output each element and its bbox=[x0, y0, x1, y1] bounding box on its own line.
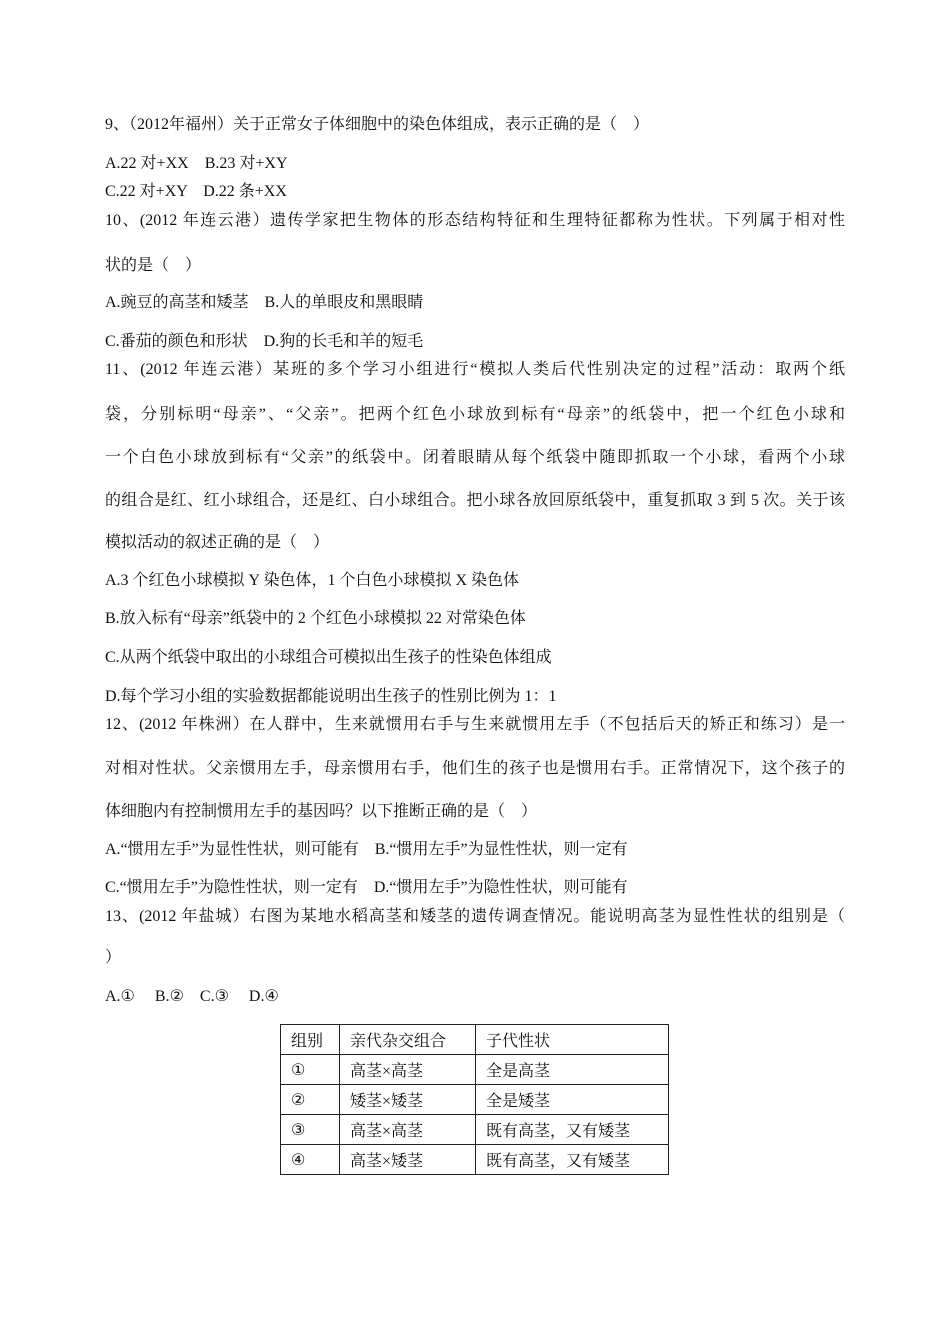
table-row bbox=[281, 1085, 669, 1115]
question-11-option-d: D.每个学习小组的实验数据都能说明出生孩子的性别比例为 1：1 bbox=[105, 688, 557, 705]
table-cell: 高茎×高茎 bbox=[340, 1055, 476, 1085]
rice-genetics-table bbox=[280, 1024, 669, 1175]
question-9-options-cd: C.22 对+XY D.22 条+XX bbox=[105, 183, 287, 200]
table-cell: ④ bbox=[281, 1145, 340, 1175]
question-10-stem-line2: 状的是（ ） bbox=[105, 257, 202, 274]
table-header-row bbox=[281, 1025, 669, 1055]
question-12-options-ab: A.“惯用左手”为显性性状，则可能有 B.“惯用左手”为显性性状，则一定有 bbox=[105, 841, 628, 858]
table-cell: 矮茎×矮茎 bbox=[340, 1085, 476, 1115]
table-cell: 高茎×高茎 bbox=[340, 1115, 476, 1145]
table-cell: 全是矮茎 bbox=[476, 1085, 669, 1115]
question-12-stem-line2: 对相对性状。父亲惯用左手，母亲惯用右手，他们生的孩子也是惯用右手。正常情况下，这个孩子的 bbox=[105, 760, 845, 777]
table-cell: ③ bbox=[281, 1115, 340, 1145]
question-13-stem-line2: ） bbox=[105, 949, 122, 966]
question-9-stem: 9、（2012年福州）关于正常女子体细胞中的染色体组成，表示正确的是（ ） bbox=[105, 116, 650, 133]
question-10-stem-line1: 10、(2012 年连云港）遗传学家把生物体的形态结构特征和生理特征都称为性状。下列属于相对性 bbox=[105, 212, 845, 229]
table-header-cell: 组别 bbox=[281, 1025, 340, 1055]
table-header-cell: 子代性状 bbox=[476, 1025, 669, 1055]
question-12-stem-line3: 体细胞内有控制惯用左手的基因吗？以下推断正确的是（ ） bbox=[105, 803, 538, 820]
question-11-stem-line1: 11、(2012 年连云港）某班的多个学习小组进行“模拟人类后代性别决定的过程”活动：取两个纸 bbox=[105, 361, 845, 378]
table-row bbox=[281, 1055, 669, 1085]
question-10-options-ab: A.豌豆的高茎和矮茎 B.人的单眼皮和黑眼睛 bbox=[105, 294, 424, 311]
question-11-stem-line2: 袋，分别标明“母亲”、“父亲”。把两个红色小球放到标有“母亲”的纸袋中，把一个红色小球和 bbox=[105, 406, 845, 423]
question-11-stem-line3: 一个白色小球放到标有“父亲”的纸袋中。闭着眼睛从每个纸袋中随即抓取一个小球，看两个小球 bbox=[105, 449, 845, 466]
question-11-stem-line5: 模拟活动的叙述正确的是（ ） bbox=[105, 534, 330, 551]
question-11-stem-line4: 的组合是红、红小球组合，还是红、白小球组合。把小球各放回原纸袋中，重复抓取 3 到 5 次。关于该 bbox=[105, 492, 845, 509]
table-cell: 既有高茎，又有矮茎 bbox=[476, 1115, 669, 1145]
table-cell: 高茎×矮茎 bbox=[340, 1145, 476, 1175]
question-11-option-a: A.3 个红色小球模拟 Y 染色体，1 个白色小球模拟 X 染色体 bbox=[105, 572, 520, 589]
question-13-options: A.① B.② C.③ D.④ bbox=[105, 988, 279, 1005]
table-row bbox=[281, 1115, 669, 1145]
table-cell: 全是高茎 bbox=[476, 1055, 669, 1085]
question-11-option-c: C.从两个纸袋中取出的小球组合可模拟出生孩子的性染色体组成 bbox=[105, 649, 552, 666]
question-13-stem-line1: 13、(2012 年盐城）右图为某地水稻高茎和矮茎的遗传调查情况。能说明高茎为显性性状的组别是（ bbox=[105, 908, 845, 925]
question-11-option-b: B.放入标有“母亲”纸袋中的 2 个红色小球模拟 22 对常染色体 bbox=[105, 610, 526, 627]
table-cell: ① bbox=[281, 1055, 340, 1085]
table-row bbox=[281, 1145, 669, 1175]
table-cell: ② bbox=[281, 1085, 340, 1115]
question-10-options-cd: C.番茄的颜色和形状 D.狗的长毛和羊的短毛 bbox=[105, 333, 424, 350]
table-cell: 既有高茎，又有矮茎 bbox=[476, 1145, 669, 1175]
question-12-stem-line1: 12、(2012 年株洲）在人群中，生来就惯用右手与生来就惯用左手（不包括后天的矫正和练习）是一 bbox=[105, 716, 845, 733]
question-12-options-cd: C.“惯用左手”为隐性性状，则一定有 D.“惯用左手”为隐性性状，则可能有 bbox=[105, 879, 628, 896]
question-9-options-ab: A.22 对+XX B.23 对+XY bbox=[105, 155, 288, 172]
table-header-cell: 亲代杂交组合 bbox=[340, 1025, 476, 1055]
